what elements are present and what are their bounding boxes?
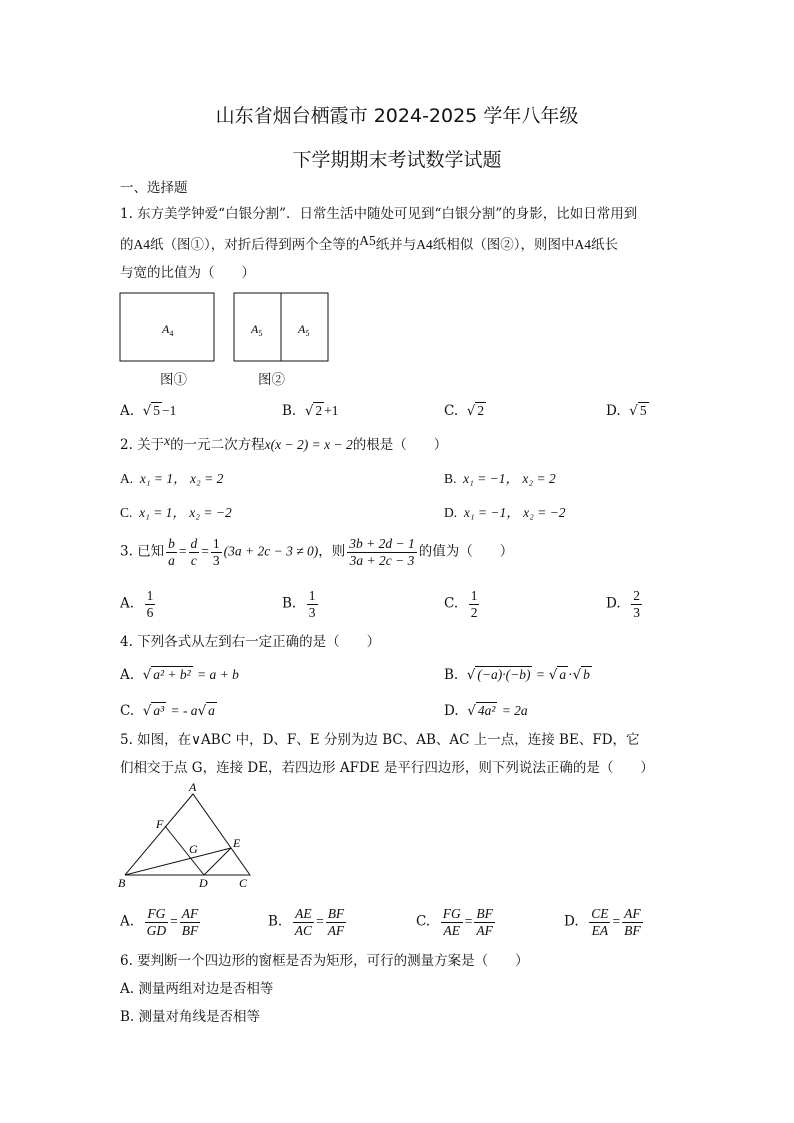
a5-left-label: $A_5$	[251, 322, 263, 338]
q2-option-c: C. x₁ = 1， x₂ = −2	[120, 505, 232, 520]
segment-de	[204, 848, 231, 875]
q1-option-d: D. √ 5	[606, 403, 647, 419]
q4-option-c: C. √ a³ = - a√ a	[120, 703, 215, 719]
title-line-1: 山东省烟台栖霞市 2024-2025 学年八年级	[215, 105, 579, 127]
q4-option-d: D. √ 4a² = 2a	[444, 703, 528, 719]
segment-fd	[165, 826, 204, 875]
q4-option-b: B. √ (−a)·(−b) = √ a ·√ b	[444, 667, 590, 683]
segment-be	[125, 848, 231, 875]
q5-option-a: A. $\frac{FG}{GD}$ = $\frac{AF}{BF}$	[120, 906, 199, 938]
q3-stem: 3. 已知 $\frac{b}{a}$ = $\frac{d}{c}$ = $\frac{1}{3}$ (3a + 2c − 3 ≠ 0)，则 $\frac{3b + 2d - 1}{3a + 2c - 3}$ 的值为（ ）	[120, 536, 514, 568]
q2-option-b: B. x₁ = −1， x₂ = 2	[444, 471, 556, 486]
a4-label: $A_4$	[162, 322, 174, 338]
fig1-caption: 图①	[160, 372, 187, 388]
q3-option-c: C. $\frac{1}{2}$	[444, 588, 478, 620]
q1-option-c: C. √ 2	[444, 403, 485, 419]
q6-stem: 6. 要判断一个四边形的窗框是否为矩形，可行的测量方案是（ ）	[120, 953, 529, 969]
section-heading: 一、选择题	[120, 180, 188, 196]
q4-stem: 4. 下列各式从左到右一定正确的是（ ）	[120, 634, 381, 650]
a5-right-label: $A_5$	[298, 322, 310, 338]
label-e: E	[233, 836, 241, 850]
q3-option-a: A. $\frac{1}{6}$	[120, 588, 154, 620]
q1-option-b: B. √ 2 +1	[282, 403, 339, 419]
q1-line-2: 的A4纸（图①），对折后得到两个全等的A5纸并与A4纸相似（图②），则图中A4纸长	[120, 233, 618, 253]
q5-geometry-figure	[112, 780, 262, 892]
label-g: G	[189, 842, 198, 856]
q2-stem: 2. 关于x的一元二次方程x(x − 2) = x − 2的根是（ ）	[120, 433, 448, 453]
label-c: C	[239, 876, 248, 890]
triangle-abc	[125, 794, 250, 875]
q5-line-1: 5. 如图，在∨ABC 中，D、F、E 分别为边 BC、AB、AC 上一点，连接 BE、FD，它	[120, 732, 640, 748]
fig2-caption: 图②	[258, 372, 285, 388]
label-d: D	[199, 876, 208, 890]
q3-option-d: D. $\frac{2}{3}$	[606, 588, 640, 620]
q1-line-3: 与宽的比值为（ ）	[120, 265, 255, 281]
q1-option-a: A. √ 5 −1	[120, 403, 177, 419]
q6-option-b: B. 测量对角线是否相等	[120, 1009, 261, 1025]
title-line-2: 下学期期末考试数学试题	[292, 149, 502, 171]
q2-option-a: A. x₁ = 1， x₂ = 2	[120, 471, 224, 486]
q5-option-c: C. $\frac{FG}{AE}$ = $\frac{BF}{AF}$	[416, 906, 493, 938]
q1-figures	[118, 291, 333, 363]
label-b: B	[118, 876, 126, 890]
q3-option-b: B. $\frac{1}{3}$	[282, 588, 316, 620]
q2-option-d: D. x₁ = −1， x₂ = −2	[444, 505, 566, 520]
q6-option-a: A. 测量两组对边是否相等	[120, 981, 274, 997]
q4-option-a: A. √ a² + b² = a + b	[120, 667, 239, 683]
q1-line-1: 1. 东方美学钟爱“白银分割”．日常生活中随处可见到“白银分割”的身影，比如日常用到	[120, 206, 638, 222]
label-f: F	[156, 817, 164, 831]
q5-option-b: B. $\frac{AE}{AC}$ = $\frac{BF}{AF}$	[268, 906, 345, 938]
label-a: A	[189, 780, 197, 794]
q5-option-d: D. $\frac{CE}{EA}$ = $\frac{AF}{BF}$	[564, 906, 641, 938]
q5-line-2: 们相交于点 G，连接 DE，若四边形 AFDE 是平行四边形，则下列说法正确的是（ ）	[120, 760, 654, 776]
